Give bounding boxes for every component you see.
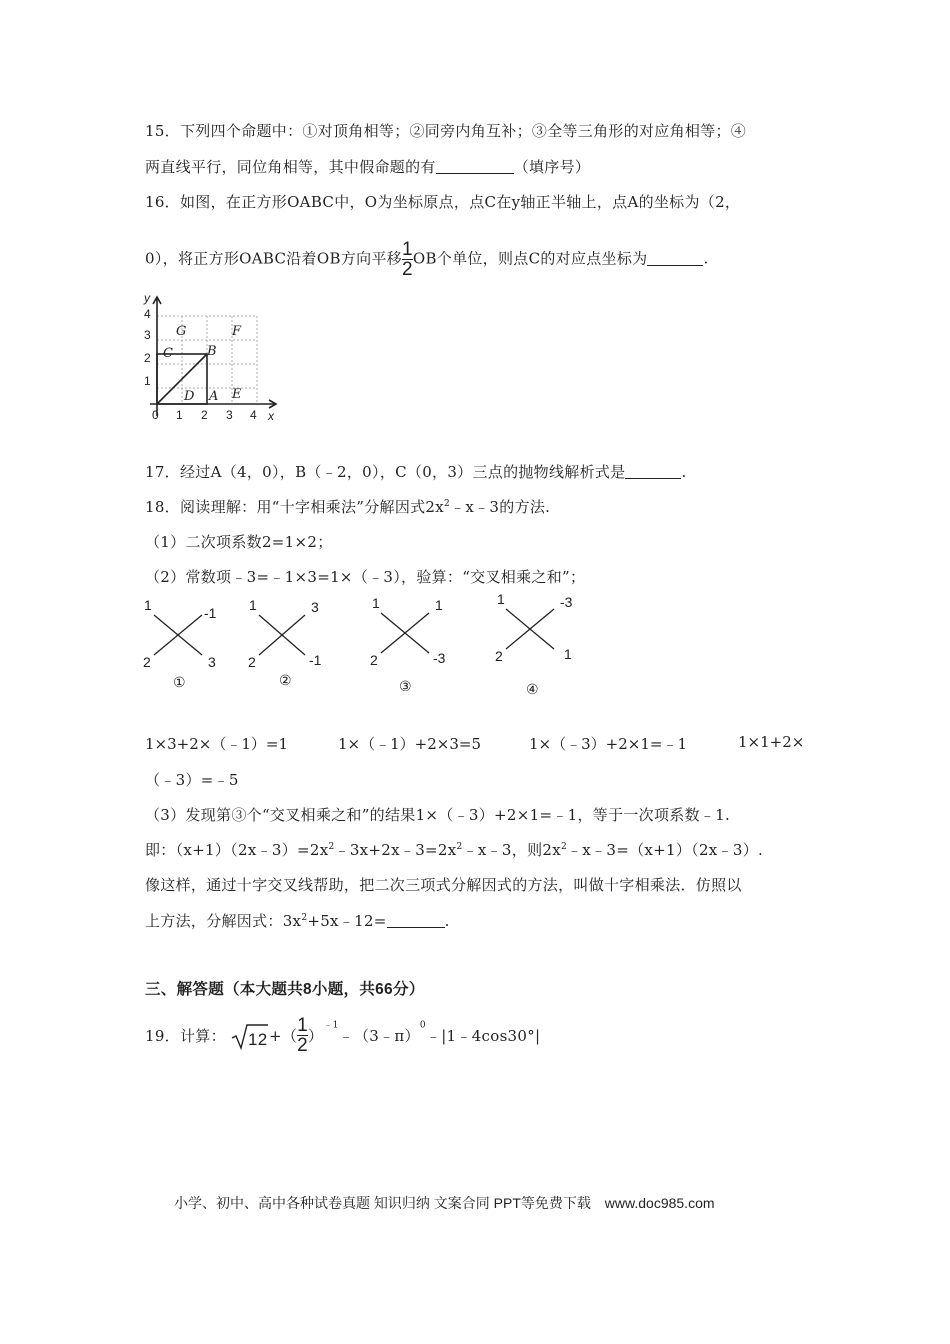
q18-line1	[145, 496, 550, 517]
cross-equation-2: 1×（﹣1）+2×3=5	[338, 735, 481, 753]
x-tick: 1	[176, 408, 183, 422]
q15-text: 两直线平行，同位角相等，其中假命题的有	[145, 158, 436, 176]
cross-equation-4a: 1×1+2×	[738, 733, 805, 751]
cross-top-right: 1	[435, 597, 443, 613]
cross-bottom-right: 3	[208, 654, 216, 670]
q18-step1: （1）二次项系数2=1×2；	[145, 533, 333, 551]
x-tick: 0	[152, 408, 159, 422]
q16-line2	[145, 240, 709, 279]
sqrt-argument: 12	[247, 1029, 268, 1049]
like2-part-a: 上方法，分解因式：3x	[145, 912, 302, 930]
coordinate-grid-figure	[140, 292, 285, 424]
like2-end: .	[444, 912, 450, 930]
point-label-d: D	[184, 389, 195, 404]
cross-bottom-left: 2	[143, 654, 151, 670]
cross-number: ③	[399, 678, 412, 691]
fraction-half	[402, 240, 413, 279]
y-tick: 3	[144, 328, 151, 342]
q18-ji	[145, 839, 763, 860]
cross-top-left: 1	[497, 591, 505, 607]
y-tick: 4	[144, 307, 151, 321]
cross-bottom-right: -1	[309, 652, 322, 668]
x-tick: 4	[250, 408, 257, 422]
cross-diagram-3	[365, 591, 460, 691]
cross-bottom-left: 2	[248, 654, 256, 670]
fraction-half	[297, 1016, 308, 1055]
ji-part-1: 即：（x+1）（2x﹣3）=2x	[145, 841, 329, 859]
answer-blank	[436, 159, 514, 174]
cross-diagram-2	[243, 593, 333, 693]
q19-middle: ﹣（3﹣π）	[338, 1027, 420, 1045]
frac-num: 1	[297, 1015, 309, 1036]
q18-step2: （2）常数项﹣3=﹣1×3=1×（﹣3），验算：“交叉相乘之和”；	[145, 568, 586, 586]
q15-hint: （填序号）	[513, 158, 591, 176]
exponent: 2	[444, 499, 451, 509]
q16-end: .	[703, 249, 709, 268]
q17-end: .	[681, 463, 687, 481]
cross-diagram-1	[140, 593, 230, 693]
cross-number: ④	[526, 681, 539, 697]
answer-blank	[387, 913, 445, 928]
q18-step3: （3）发现第③个“交叉相乘之和”的结果1×（﹣3）+2×1=﹣1，等于一次项系数﹣1.	[145, 806, 731, 824]
ji-part-3: ﹣x﹣3，则2x	[462, 841, 561, 859]
cross-top-right: -3	[560, 594, 573, 610]
q18-text-a: 18．阅读理解：用“十字相乘法”分解因式2x	[145, 498, 445, 516]
point-label-e: E	[232, 387, 242, 402]
x-axis-label: x	[268, 409, 274, 423]
section-heading: 三、解答题（本大题共8小题，共66分）	[145, 981, 425, 998]
q19-tail: ﹣|1﹣4cos30°|	[425, 1027, 541, 1045]
y-tick: 1	[144, 374, 151, 388]
exponent: 2	[328, 842, 335, 852]
x-tick: 3	[226, 408, 233, 422]
point-label-a: A	[209, 389, 219, 404]
frac-num: 1	[401, 239, 413, 260]
cross-diagram-4	[490, 587, 585, 702]
ji-part-2: ﹣3x+2x﹣3=2x	[334, 841, 457, 859]
cross-top-right: 3	[311, 599, 319, 615]
q18-like1: 像这样，通过十字交叉线帮助，把二次三项式分解因式的方法，叫做十字相乘法．仿照以	[145, 876, 742, 894]
q16-text-b: OB个单位，则点C的对应点坐标为	[412, 249, 648, 268]
cross-bottom-right: -3	[433, 650, 446, 666]
point-label-f: F	[232, 324, 242, 339]
x-tick: 2	[201, 408, 208, 422]
answer-blank	[647, 251, 703, 266]
cross-top-left: 1	[144, 597, 152, 613]
cross-bottom-right: 1	[564, 646, 572, 662]
cross-equation-1: 1×3+2×（﹣1）=1	[145, 735, 288, 753]
point-label-c: C	[163, 346, 173, 361]
y-tick: 2	[144, 351, 151, 365]
answer-blank	[625, 464, 681, 479]
point-label-g: G	[176, 324, 187, 339]
footer	[174, 1193, 715, 1213]
cross-equation-4b: （﹣3）=﹣5	[145, 771, 239, 789]
sqrt-symbol	[231, 1022, 269, 1050]
q19-prefix: 19．计算：	[145, 1027, 226, 1045]
frac-den: 2	[297, 1035, 309, 1056]
cross-top-left: 1	[249, 597, 257, 613]
like2-part-b: +5x﹣12=	[307, 912, 387, 930]
q15-line2	[145, 156, 590, 177]
q17-text: 17．经过A（4，0），B（﹣2，0），C（0，3）三点的抛物线解析式是	[145, 463, 626, 481]
exponent: 2	[456, 842, 463, 852]
frac-den: 2	[401, 259, 413, 280]
exponent: 0	[419, 1020, 426, 1031]
exponent: ﹣1	[323, 1020, 339, 1031]
cross-equation-3: 1×（﹣3）+2×1=﹣1	[529, 735, 687, 753]
cross-number: ①	[173, 674, 186, 690]
cross-number: ②	[279, 672, 292, 688]
ji-part-4: ﹣x﹣3=（x+1）（2x﹣3）.	[567, 841, 764, 859]
q19	[145, 1016, 540, 1055]
q18-like2	[145, 910, 450, 931]
q16-text-a: 0），将正方形OABC沿着OB方向平移	[145, 249, 402, 268]
cross-bottom-left: 2	[370, 652, 378, 668]
footer-text: 小学、初中、高中各种试卷真题 知识归纳 文案合同 PPT等免费下载	[174, 1195, 591, 1211]
y-axis-label: y	[144, 292, 150, 305]
cross-top-right: -1	[204, 605, 217, 621]
q16-line1: 16．如图，在正方形OABC中，O为坐标原点，点C在y轴正半轴上，点A的坐标为（2，	[145, 193, 741, 211]
q15-line1: 15．下列四个命题中：①对顶角相等；②同旁内角互补；③全等三角形的对应角相等；④	[145, 122, 747, 140]
cross-bottom-left: 2	[495, 648, 503, 664]
q19-close: ）	[308, 1027, 324, 1045]
q17	[145, 461, 687, 482]
q19-plus: +（	[268, 1027, 298, 1045]
point-label-b: B	[207, 344, 217, 359]
exponent: 2	[560, 842, 567, 852]
footer-link[interactable]: www.doc985.com	[604, 1195, 715, 1211]
q18-text-b: ﹣x﹣3的方法.	[450, 498, 551, 516]
exponent: 2	[301, 913, 308, 923]
cross-top-left: 1	[372, 595, 380, 611]
